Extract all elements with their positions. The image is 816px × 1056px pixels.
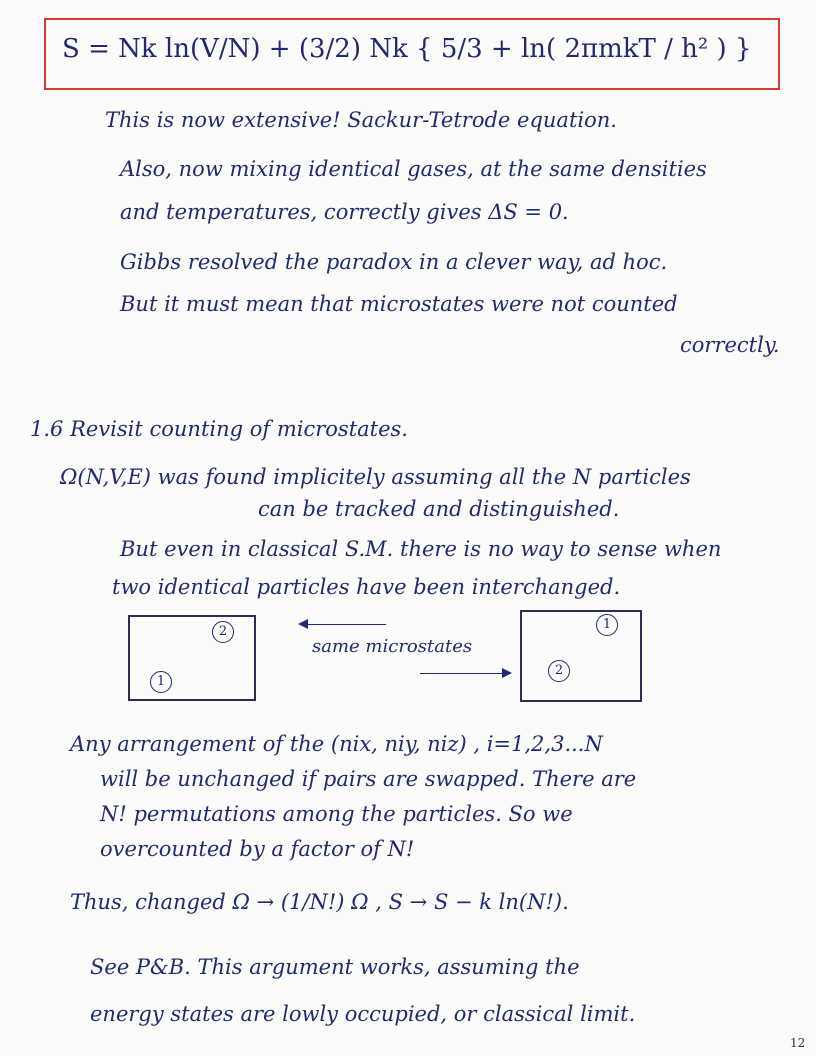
text-line: Gibbs resolved the paradox in a clever way, ad hoc. xyxy=(120,250,668,274)
text-line: and temperatures, correctly gives ΔS = 0. xyxy=(120,200,569,224)
particle-2-marker: 2 xyxy=(212,621,234,643)
right-arrow-icon xyxy=(420,673,510,674)
text-line: See P&B. This argument works, assuming the xyxy=(90,955,580,979)
text-line: Also, now mixing identical gases, at the same densities xyxy=(120,157,707,181)
text-line: energy states are lowly occupied, or classical limit. xyxy=(90,1002,636,1026)
page-number: 12 xyxy=(790,1036,806,1050)
text-line: two identical particles have been interchanged. xyxy=(112,575,621,599)
text-line: overcounted by a factor of N! xyxy=(100,837,415,861)
section-heading: 1.6 Revisit counting of microstates. xyxy=(30,417,408,441)
left-arrow-icon xyxy=(300,624,386,625)
text-line: Thus, changed Ω → (1/N!) Ω , S → S − k ln(N!). xyxy=(70,890,569,914)
text-line: Any arrangement of the (nix, niy, niz) , i=1,2,3...N xyxy=(70,732,603,756)
text-line: correctly. xyxy=(680,333,780,357)
text-line: will be unchanged if pairs are swapped. There are xyxy=(100,767,637,791)
box-before-swap xyxy=(128,615,256,701)
box-after-swap xyxy=(520,610,642,702)
particle-2-marker: 2 xyxy=(548,660,570,682)
sackur-tetrode-equation: S = Nk ln(V/N) + (3/2) Nk { 5/3 + ln( 2πmkT / h² ) } xyxy=(62,34,752,64)
text-line: But it must mean that microstates were not counted xyxy=(120,292,678,316)
text-line: Ω(N,V,E) was found implicitely assuming all the N particles xyxy=(60,465,691,489)
text-line: This is now extensive! Sackur-Tetrode equation. xyxy=(105,108,617,132)
text-line: But even in classical S.M. there is no way to sense when xyxy=(120,537,722,561)
text-line: can be tracked and distinguished. xyxy=(258,497,620,521)
diagram-label: same microstates xyxy=(312,636,473,657)
text-line: N! permutations among the particles. So we xyxy=(100,802,573,826)
particle-1-marker: 1 xyxy=(596,614,618,636)
particle-1-marker: 1 xyxy=(150,671,172,693)
